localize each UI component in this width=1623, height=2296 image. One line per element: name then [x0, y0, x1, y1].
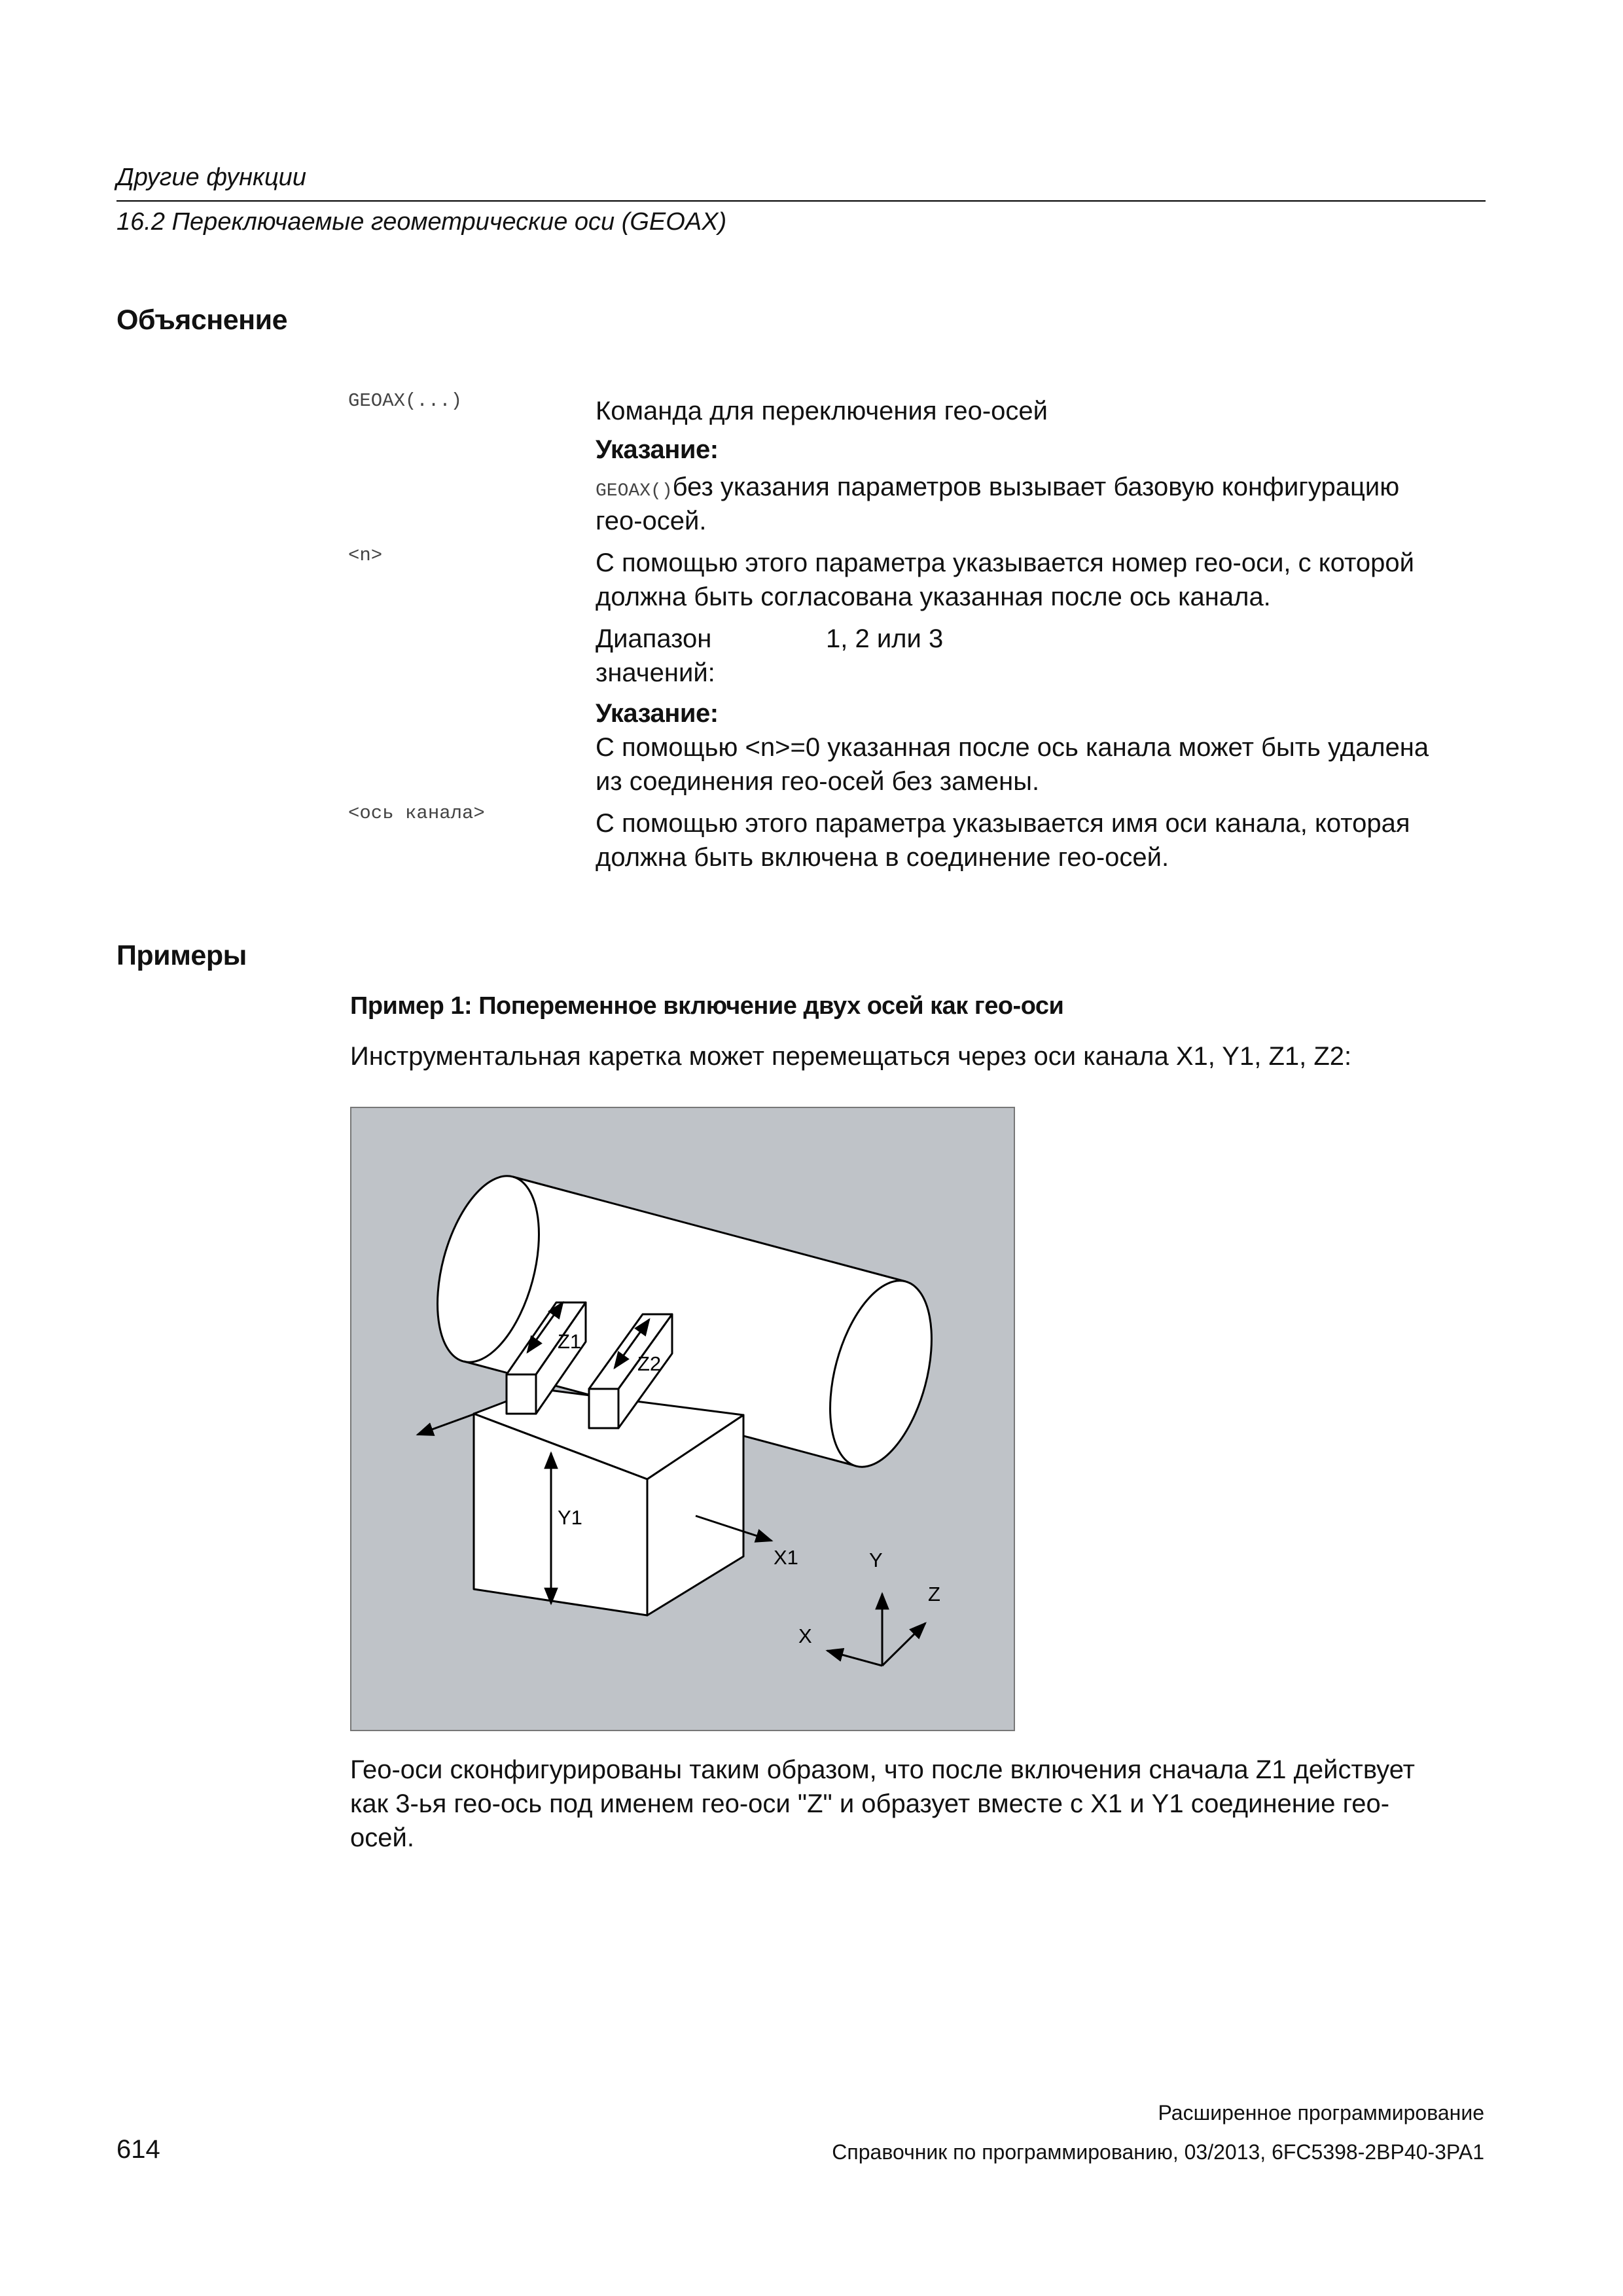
- n-description-line1: С помощью этого параметра указывается номер гео-оси, с которой: [596, 548, 1415, 577]
- label-z1: Z1: [558, 1330, 582, 1353]
- param-n: <n>: [348, 545, 383, 566]
- channel-axis-description-line1: С помощью этого параметра указывается имя оси канала, которая: [596, 809, 1410, 838]
- label-x: X: [798, 1624, 812, 1647]
- geoax-note-line1: GEOAX()без указания параметров вызывает базовую конфигурацию: [596, 473, 1400, 501]
- note-title: Указание:: [596, 699, 719, 728]
- n-note-line1: С помощью <n>=0 указанная после ось канала может быть удалена: [596, 733, 1429, 762]
- label-z2: Z2: [637, 1352, 662, 1375]
- example1-outro-line1: Гео-оси сконфигурированы таким образом, что после включения сначала Z1 действует: [350, 1755, 1415, 1784]
- label-z: Z: [928, 1583, 940, 1605]
- footer-book-title: Расширенное программирование: [1158, 2101, 1484, 2125]
- n-note-line2: из соединения гео-осей без замены.: [596, 767, 1040, 796]
- range-label-line1: Диапазон: [596, 624, 712, 653]
- n-description-line2: должна быть согласована указанная после ось канала.: [596, 583, 1271, 611]
- param-channel-axis: <ось канала>: [348, 802, 485, 824]
- label-y1: Y1: [558, 1506, 582, 1529]
- geoax-description: Команда для переключения гео-осей: [596, 397, 1048, 425]
- range-value: 1, 2 или 3: [826, 624, 944, 653]
- examples-heading: Примеры: [116, 940, 247, 971]
- example1-outro-line2: как 3-ья гео-ось под именем гео-оси "Z" и образует вместе с X1 и Y1 соединение гео-: [350, 1789, 1390, 1818]
- example1-outro-line3: осей.: [350, 1823, 414, 1852]
- geoax-note-code: GEOAX(): [596, 481, 673, 501]
- label-x1: X1: [774, 1546, 798, 1569]
- explanation-heading: Объяснение: [116, 304, 287, 336]
- note-title: Указание:: [596, 435, 719, 464]
- chapter-title: Другие функции: [116, 164, 306, 191]
- geoax-note-line2: гео-осей.: [596, 507, 707, 535]
- example1-heading: Пример 1: Попеременное включение двух осей как гео-оси: [350, 992, 1064, 1020]
- page-number: 614: [116, 2135, 160, 2164]
- footer-reference: Справочник по программированию, 03/2013, 6FC5398-2BP40-3PA1: [832, 2140, 1484, 2164]
- section-title: 16.2 Переключаемые геометрические оси (GEOAX): [116, 208, 727, 236]
- range-label-line2: значений:: [596, 658, 715, 687]
- header-rule: [116, 200, 1486, 202]
- label-y: Y: [869, 1549, 883, 1571]
- tool-carriage-figure: [349, 1106, 1017, 1733]
- example1-intro: Инструментальная каретка может перемещаться через оси канала X1, Y1, Z1, Z2:: [350, 1042, 1352, 1071]
- param-geoax: GEOAX(...): [348, 390, 463, 412]
- channel-axis-description-line2: должна быть включена в соединение гео-осей.: [596, 843, 1169, 872]
